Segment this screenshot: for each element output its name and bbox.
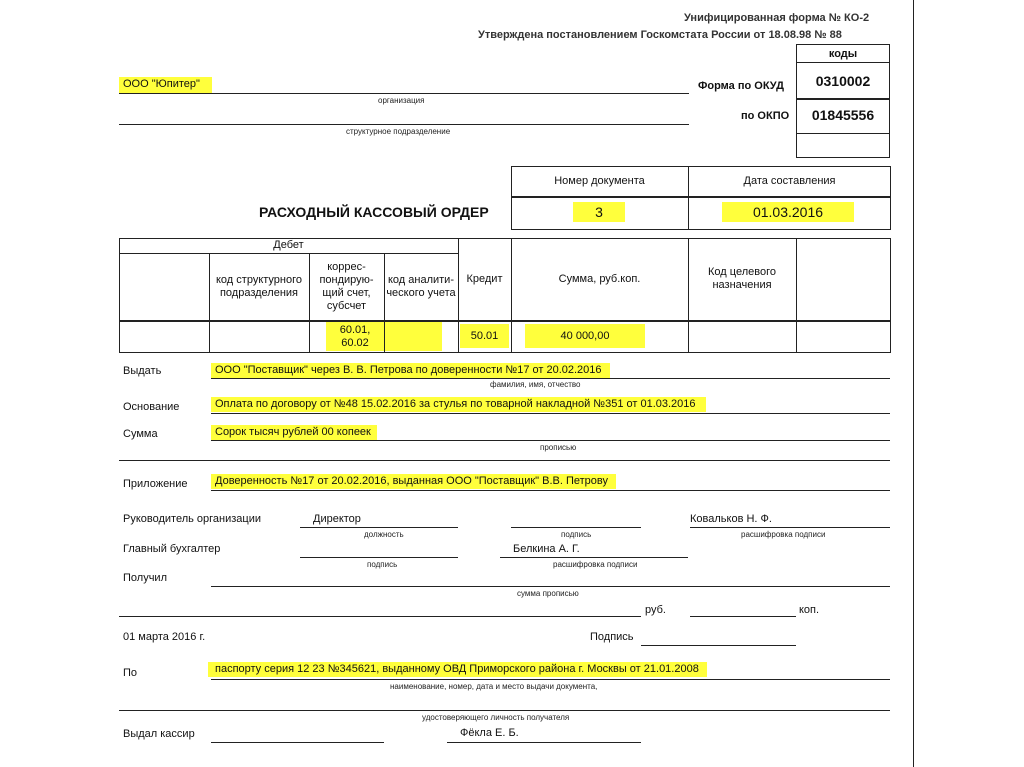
debit-header: Дебет <box>273 239 304 251</box>
form-name: Унифицированная форма № КО-2 <box>684 12 870 24</box>
okud-value: 0310002 <box>815 73 871 89</box>
doc-title: РАСХОДНЫЙ КАССОВЫЙ ОРДЕР <box>259 204 489 220</box>
head-label: Руководитель организации <box>123 513 262 525</box>
accountant-signature-caption: подпись <box>367 560 398 569</box>
date-text: 01 марта 2016 г. <box>123 631 206 643</box>
basis-value: Оплата по договору от №48 15.02.2016 за стулья по товарной накладной №351 от 01.03.2016 <box>211 397 706 412</box>
cashier-name: Фёкла Е. Б. <box>460 727 519 739</box>
accountant-name: Белкина А. Г. <box>513 543 580 555</box>
accountant-decoding-caption: расшифровка подписи <box>553 560 638 569</box>
page-right-border <box>913 0 914 767</box>
kop-label: коп. <box>799 604 820 616</box>
head-decoding-caption: расшифровка подписи <box>741 530 826 539</box>
col-sum: Сумма, руб.коп. <box>558 272 641 285</box>
doc-number-label: Номер документа <box>554 175 645 187</box>
position-caption: должность <box>364 530 404 539</box>
okud-label: Форма по ОКУД <box>698 80 784 92</box>
passport-caption: наименование, номер, дата и место выдачи документа, <box>390 682 598 691</box>
row-corr-account: 60.01, 60.02 <box>326 322 384 351</box>
head-signature-caption: подпись <box>561 530 592 539</box>
sum-caption: прописью <box>540 443 577 452</box>
sum-words-caption: сумма прописью <box>517 589 579 598</box>
head-name: Ковальков Н. Ф. <box>690 513 772 525</box>
issue-value: ООО "Поставщик" через В. В. Петрова по доверенности №17 от 20.02.2016 <box>211 363 610 378</box>
col-division: код структурного подразделения <box>216 273 302 299</box>
doc-date: 01.03.2016 <box>722 202 854 222</box>
row-credit: 50.01 <box>460 324 509 348</box>
issue-caption: фамилия, имя, отчество <box>490 380 581 389</box>
col-purpose: Код целевого назначения <box>708 266 776 291</box>
doc-number: 3 <box>573 202 625 222</box>
row-analytic <box>385 322 442 351</box>
received-label: Получил <box>123 572 167 584</box>
col-analytic: код аналити-ческого учета <box>386 273 456 299</box>
by-label: По <box>123 667 138 679</box>
row-sum: 40 000,00 <box>525 324 645 348</box>
division-caption: структурное подразделение <box>346 127 451 136</box>
codes-label: коды <box>828 48 858 60</box>
issue-label: Выдать <box>123 365 162 377</box>
organization-caption: организация <box>378 96 425 105</box>
organization-name: ООО "Юпитер" <box>119 77 212 93</box>
accountant-label: Главный бухгалтер <box>123 543 221 555</box>
row-division-empty <box>119 322 209 351</box>
basis-label: Основание <box>123 401 180 413</box>
okpo-label: по ОКПО <box>741 110 790 122</box>
okpo-value: 01845556 <box>811 107 875 123</box>
identity-caption: удостоверяющего личность получателя <box>422 713 570 722</box>
sum-label: Сумма <box>123 428 158 440</box>
sum-value: Сорок тысяч рублей 00 копеек <box>211 425 377 440</box>
approval-text: Утверждена постановлением Госкомстата России от 18.08.98 № 88 <box>478 29 842 41</box>
passport-value: паспорту серия 12 23 №345621, выданному ОВД Приморского района г. Москвы от 21.01.2008 <box>208 662 707 677</box>
cashier-label: Выдал кассир <box>123 728 195 740</box>
attachment-label: Приложение <box>123 478 188 490</box>
doc-date-label: Дата составления <box>743 175 836 187</box>
sign-label: Подпись <box>590 631 634 643</box>
col-corr-account: коррес-пондирую-щий счет, субсчет <box>319 260 374 312</box>
col-credit: Кредит <box>466 272 503 285</box>
rub-label: руб. <box>645 604 666 616</box>
head-position: Директор <box>313 513 361 525</box>
attachment-value: Доверенность №17 от 20.02.2016, выданная ООО "Поставщик" В.В. Петрову <box>211 474 616 489</box>
row-purpose-empty <box>688 322 796 351</box>
